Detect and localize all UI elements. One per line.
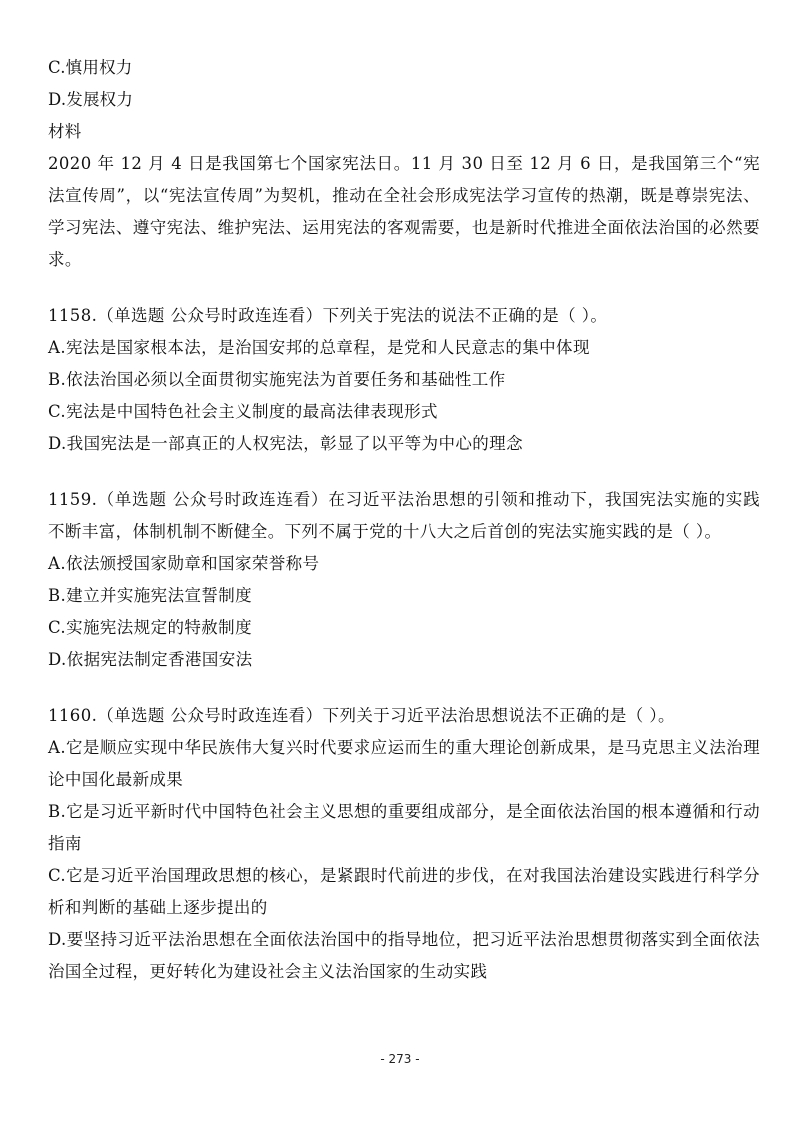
question-option: C.实施宪法规定的特赦制度 [48, 618, 252, 637]
page-number: - 273 - [380, 1052, 420, 1066]
question-1160 [48, 700, 760, 988]
question-option: B.它是习近平新时代中国特色社会主义思想的重要组成部分，是全面依法治国的根本遵循和行动指南 [48, 802, 760, 853]
question-option: B.建立并实施宪法宣誓制度 [48, 586, 253, 605]
document-page [48, 52, 760, 988]
question-option: B.依法治国必须以全面贯彻实施宪法为首要任务和基础性工作 [48, 370, 506, 389]
question-option: A.宪法是国家根本法，是治国安邦的总章程，是党和人民意志的集中体现 [48, 338, 590, 357]
spacer [48, 460, 760, 484]
question-option: D.要坚持习近平法治思想在全面依法治国中的指导地位，把习近平法治思想贯彻落实到全面依法治国全过程，更好转化为建设社会主义法治国家的生动实践 [48, 930, 760, 981]
question-option: D.我国宪法是一部真正的人权宪法，彰显了以平等为中心的理念 [48, 434, 523, 453]
question-1158 [48, 300, 760, 460]
question-stem: 1158.（单选题 公众号时政连连看）下列关于宪法的说法不正确的是（ ）。 [48, 306, 608, 325]
spacer [48, 276, 760, 300]
question-stem: 1159.（单选题 公众号时政连连看）在习近平法治思想的引领和推动下，我国宪法实施的实践不断丰富，体制机制不断健全。下列不属于党的十八大之后首创的宪法实施实践的是（ ）。 [48, 490, 760, 541]
material-text: 2020 年 12 月 4 日是我国第七个国家宪法日。11 月 30 日至 12 月 6 日，是我国第三个“宪法宣传周”，以“宪法宣传周”为契机，推动在全社会形成宪法学习宣传的热潮，既是尊崇宪法、学习宪法、遵守宪法、维护宪法、运用宪法的客观需要，也是新时代推进全面依法治国的必然要求。 [48, 154, 760, 269]
question-option: C.宪法是中国特色社会主义制度的最高法律表现形式 [48, 402, 438, 421]
question-option: A.它是顺应实现中华民族伟大复兴时代要求应运而生的重大理论创新成果，是马克思主义法治理论中国化最新成果 [48, 738, 760, 789]
question-stem: 1160.（单选题 公众号时政连连看）下列关于习近平法治思想说法不正确的是（ ）。 [48, 706, 675, 725]
question-option: A.依法颁授国家勋章和国家荣誉称号 [48, 554, 320, 573]
material-label: 材料 [48, 122, 82, 141]
option-c-previous: C.慎用权力 [48, 58, 133, 77]
option-d-previous: D.发展权力 [48, 90, 134, 109]
question-option: C.它是习近平治国理政思想的核心，是紧跟时代前进的步伐，在对我国法治建设实践进行科学分析和判断的基础上逐步提出的 [48, 866, 760, 917]
question-option: D.依据宪法制定香港国安法 [48, 650, 253, 669]
question-1159 [48, 484, 760, 676]
spacer [48, 676, 760, 700]
